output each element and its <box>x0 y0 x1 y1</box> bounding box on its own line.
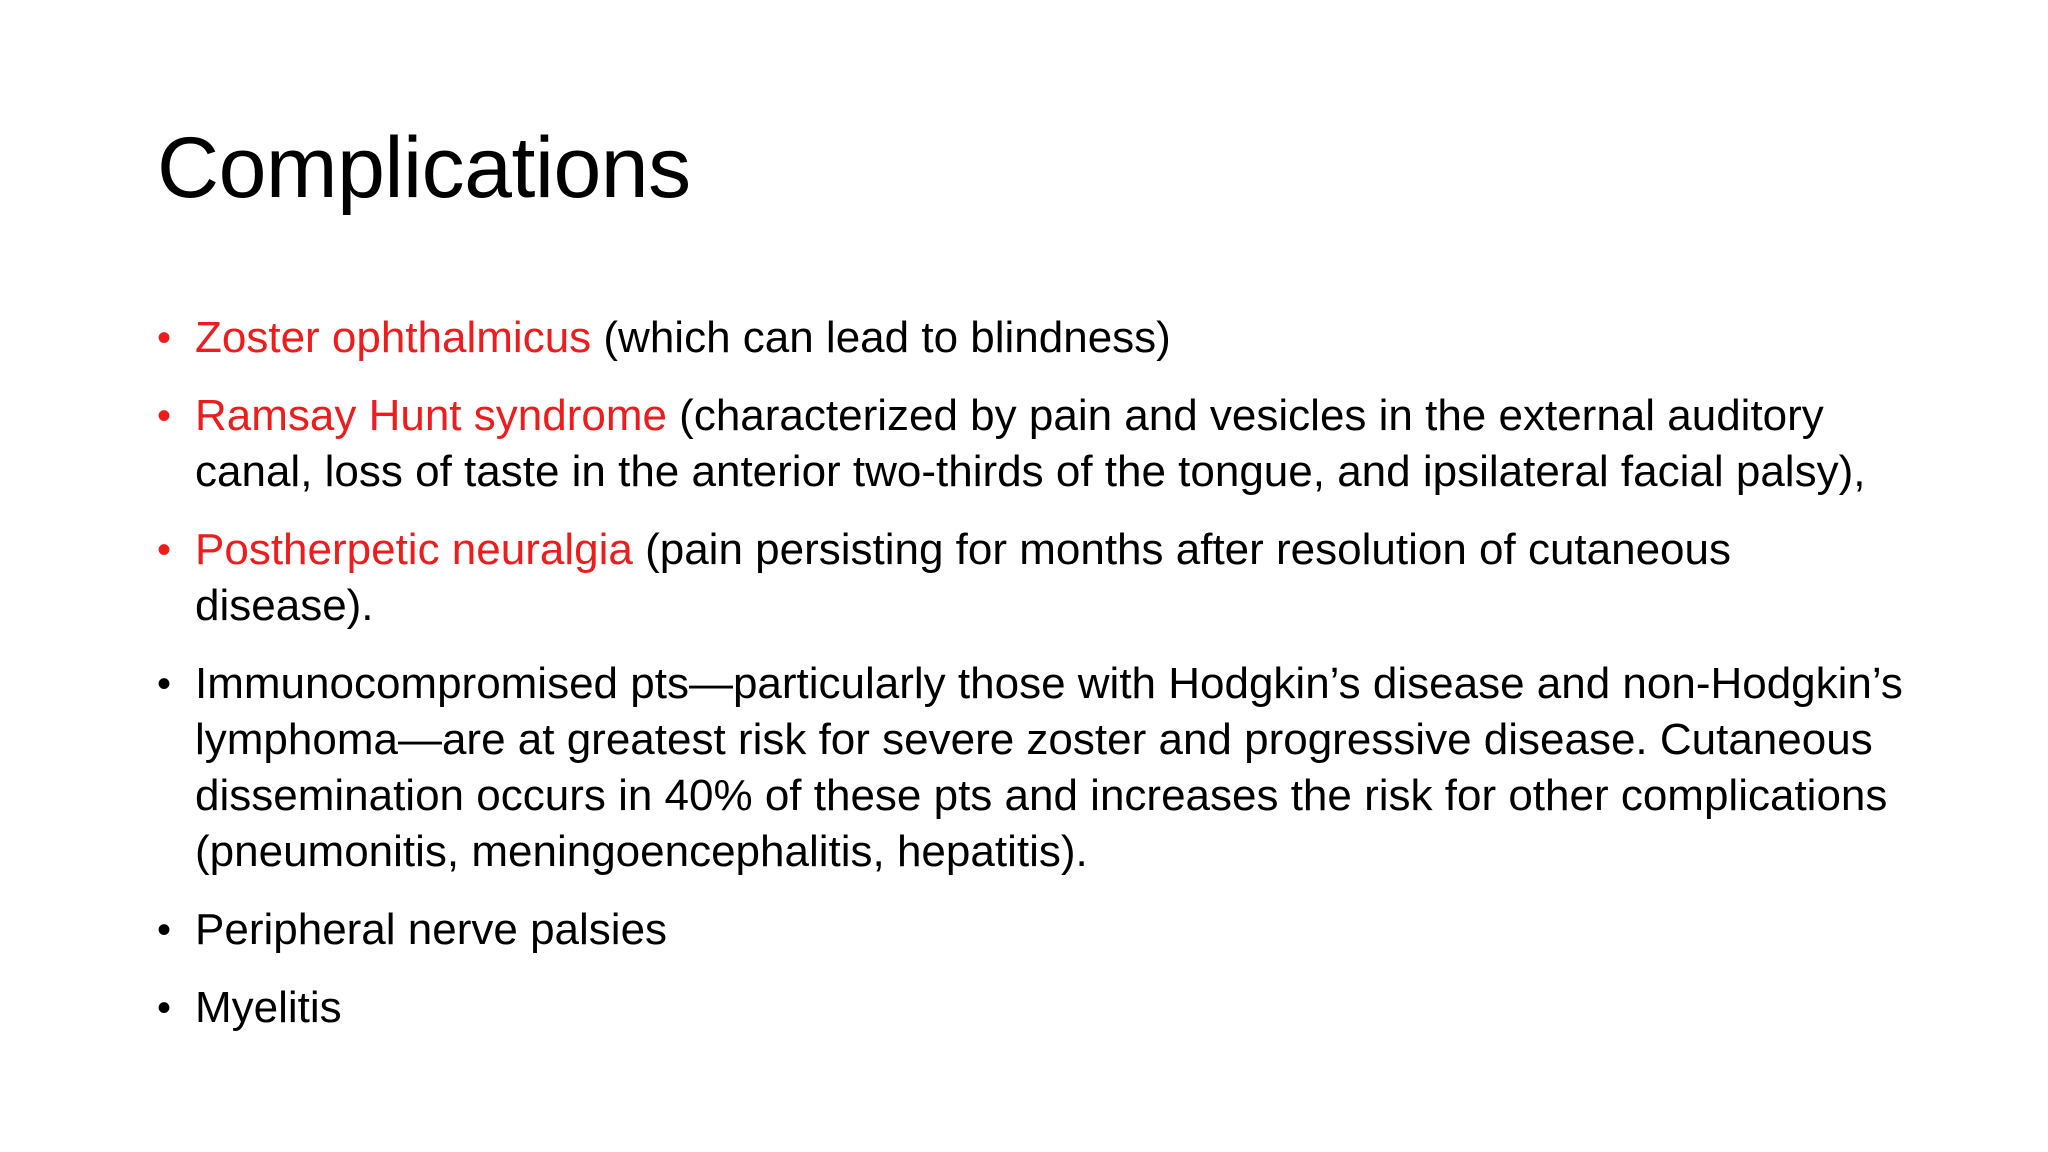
bullet-item-peripheral-nerve-palsies <box>157 902 1917 958</box>
bullet-item-postherpetic-neuralgia <box>157 522 1917 634</box>
bullet-text: Myelitis <box>195 983 342 1032</box>
bullet-highlight: Postherpetic neuralgia <box>195 525 633 574</box>
bullet-icon: • <box>157 662 172 706</box>
bullet-item-immunocompromised <box>157 656 1917 880</box>
bullet-text: Peripheral nerve palsies <box>195 905 668 954</box>
bullet-icon: • <box>157 908 172 952</box>
bullet-item-ramsay-hunt <box>157 388 1917 500</box>
bullet-highlight: Zoster ophthalmicus <box>195 313 592 362</box>
bullet-text: Immunocompromised pts—particularly those with Hodgkin’s disease and non-Hodgkin’s lymphoma—are at greatest risk for severe zoster and progressive disease. Cutaneous dissemination occurs in 40% of these pts and increases the risk for other complications (pneumonitis, meningoencephalitis, hepatitis). <box>195 659 1903 876</box>
bullet-text: (which can lead to blindness) <box>591 313 1171 362</box>
bullet-icon: • <box>157 316 172 360</box>
bullet-list <box>157 310 1917 1058</box>
bullet-icon: • <box>157 986 172 1030</box>
bullet-icon: • <box>157 528 172 572</box>
slide-title: Complications <box>157 120 691 216</box>
bullet-highlight: Ramsay Hunt syndrome <box>195 391 667 440</box>
bullet-item-myelitis <box>157 980 1917 1036</box>
bullet-text: (pain persisting for months after resolution of cutaneous disease). <box>195 525 1731 630</box>
bullet-icon: • <box>157 394 172 438</box>
bullet-text: (characterized by pain and vesicles in the external auditory canal, loss of taste in the anterior two-thirds of the tongue, and ipsilateral facial palsy), <box>195 391 1866 496</box>
bullet-item-zoster-ophthalmicus <box>157 310 1917 366</box>
